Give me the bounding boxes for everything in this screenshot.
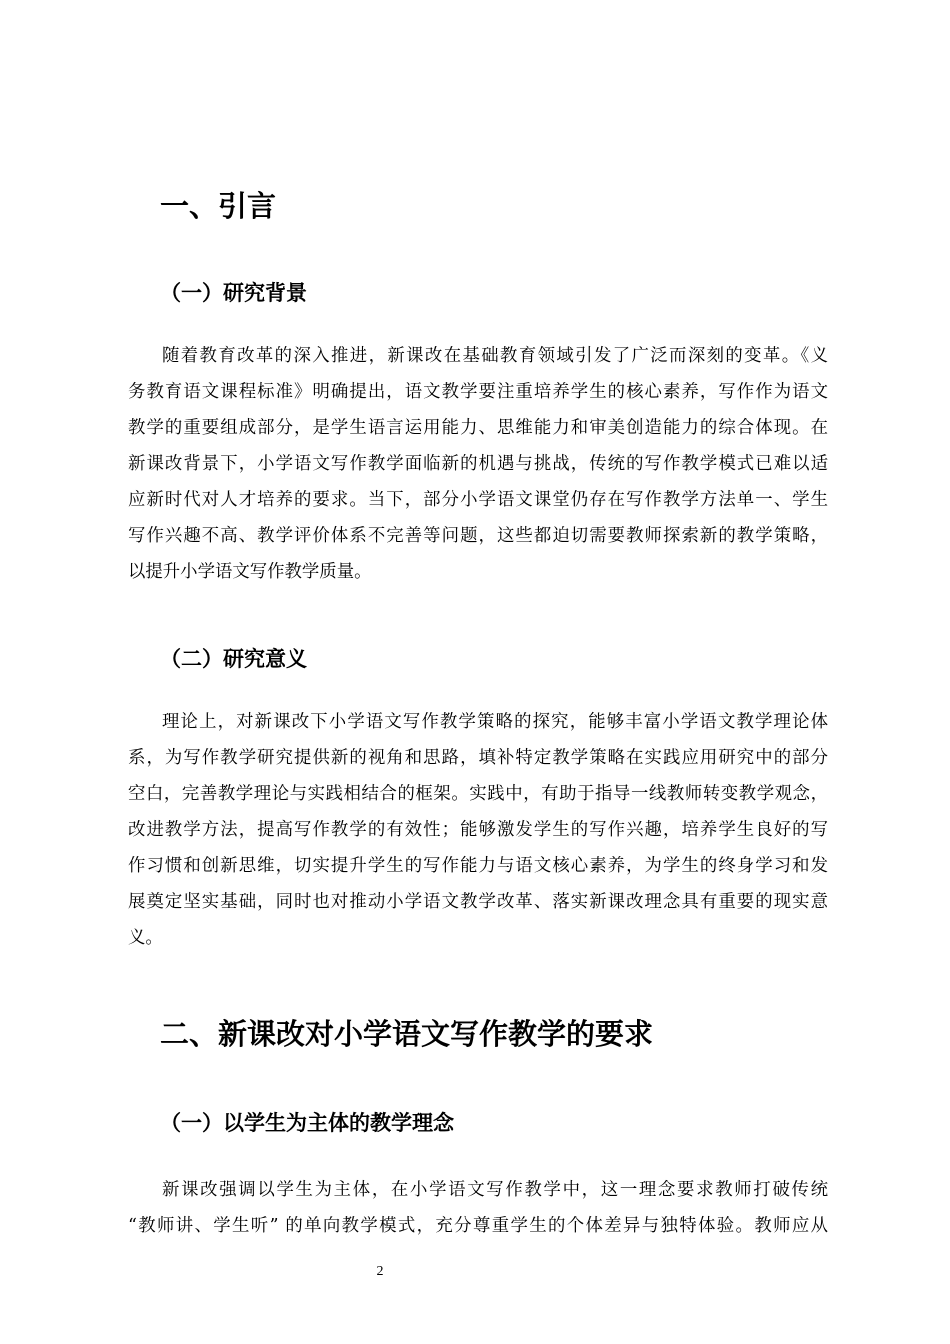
text-line: “教师讲、学生听” 的单向教学模式，充分尊重学生的个体差异与独特体验。教师应从: [128, 1216, 828, 1236]
text-line: 作习惯和创新思维，切实提升学生的写作能力与语文核心素养，为学生的终身学习和发: [128, 856, 828, 876]
subsection-heading-1-2: （二）研究意义: [160, 647, 307, 671]
section-heading-1: 一、引言: [160, 189, 277, 223]
text-line: 教学的重要组成部分，是学生语言运用能力、思维能力和审美创造能力的综合体现。在: [128, 418, 828, 438]
text-line: 理论上，对新课改下小学语文写作教学策略的探究，能够丰富小学语文教学理论体: [162, 712, 828, 732]
text-line: 写作兴趣不高、教学评价体系不完善等问题，这些都迫切需要教师探索新的教学策略，: [128, 526, 828, 546]
text-line: 新课改背景下，小学语文写作教学面临新的机遇与挑战，传统的写作教学模式已难以适: [128, 454, 828, 474]
text-line: 展奠定坚实基础，同时也对推动小学语文教学改革、落实新课改理念具有重要的现实意: [128, 892, 828, 912]
paragraph-student-centered: [128, 1172, 828, 1244]
text-line: 义。: [128, 928, 163, 948]
section-heading-2: 二、新课改对小学语文写作教学的要求: [160, 1017, 654, 1051]
text-line: 随着教育改革的深入推进，新课改在基础教育领域引发了广泛而深刻的变革。《义: [162, 346, 828, 366]
text-line: 以提升小学语文写作教学质量。: [128, 562, 372, 582]
text-line: 新课改强调以学生为主体，在小学语文写作教学中，这一理念要求教师打破传统: [162, 1180, 828, 1200]
text-line: 应新时代对人才培养的要求。当下，部分小学语文课堂仍存在写作教学方法单一、学生: [128, 490, 828, 510]
text-line: 系，为写作教学研究提供新的视角和思路，填补特定教学策略在实践应用研究中的部分: [128, 748, 828, 768]
text-line: 改进教学方法，提高写作教学的有效性；能够激发学生的写作兴趣，培养学生良好的写: [128, 820, 828, 840]
text-line: 务教育语文课程标准》明确提出，语文教学要注重培养学生的核心素养，写作作为语文: [128, 382, 828, 402]
page-number: 2: [376, 1264, 384, 1279]
text-line: 空白，完善教学理论与实践相结合的框架。实践中，有助于指导一线教师转变教学观念，: [128, 784, 828, 804]
subsection-heading-1-1: （一）研究背景: [160, 281, 307, 305]
paragraph-research-background: [128, 338, 828, 590]
subsection-heading-2-1: （一）以学生为主体的教学理念: [160, 1111, 454, 1135]
paragraph-research-significance: [128, 704, 828, 956]
